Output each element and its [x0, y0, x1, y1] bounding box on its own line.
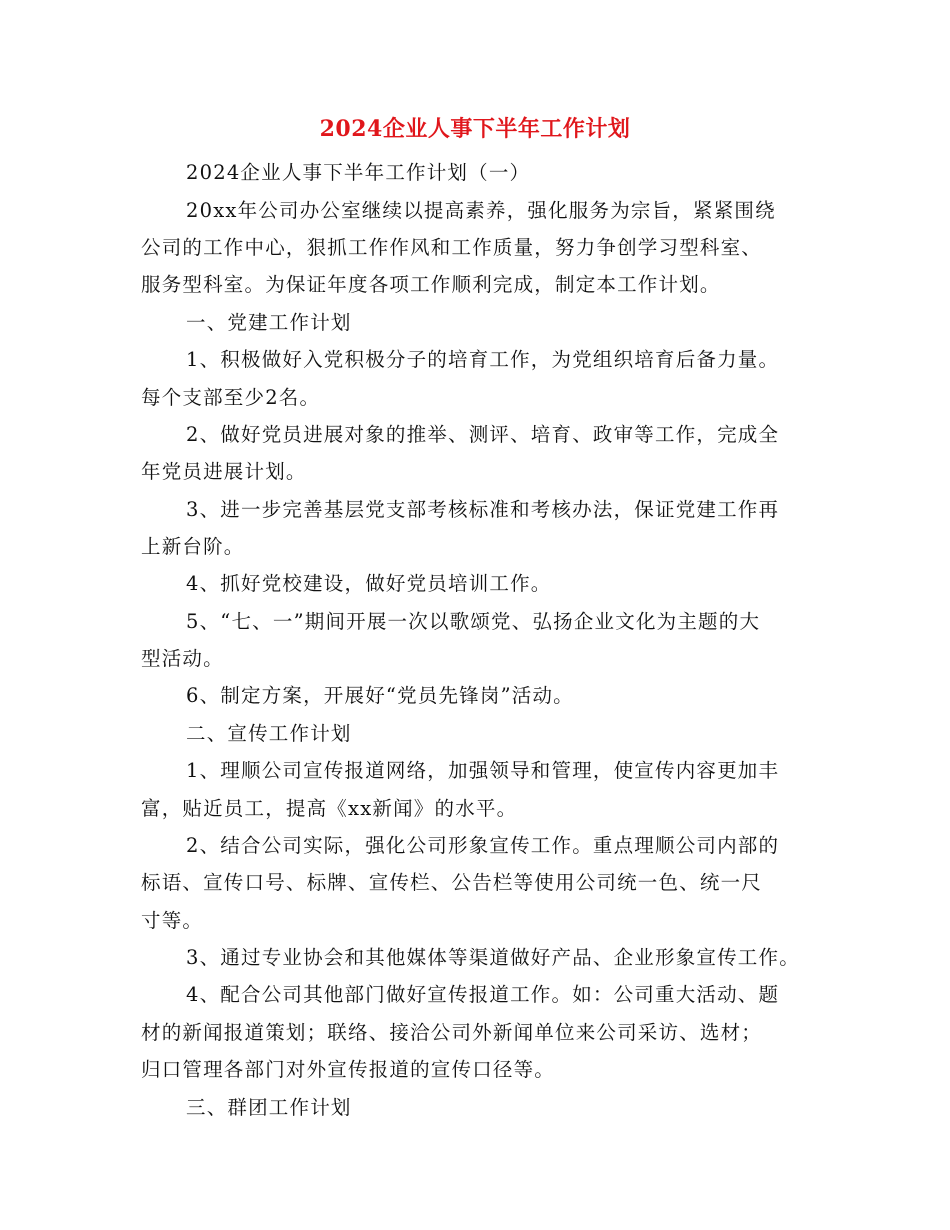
paragraph-line: 寸等。	[141, 909, 204, 932]
document-title: 2024企业人事下半年工作计划	[319, 116, 631, 142]
paragraph-line: 服务型科室。为保证年度各项工作顺利完成，制定本工作计划。	[141, 273, 721, 296]
paragraph-line: 4、抓好党校建设，做好党员培训工作。	[186, 572, 552, 595]
paragraph-line: 1、积极做好入党积极分子的培育工作，为党组织培育后备力量。	[186, 348, 780, 371]
paragraph-line: 4、配合公司其他部门做好宣传报道工作。如：公司重大活动、题	[186, 983, 780, 1006]
paragraph-line: 年党员进展计划。	[141, 460, 307, 483]
paragraph-line: 6、制定方案，开展好“党员先锋岗”活动。	[186, 684, 574, 707]
paragraph-line: 5、“七、一”期间开展一次以歌颂党、弘扬企业文化为主题的大	[186, 610, 761, 633]
section-heading: 二、宣传工作计划	[186, 722, 352, 745]
paragraph-line: 公司的工作中心，狠抓工作作风和工作质量，努力争创学习型科室、	[141, 236, 763, 259]
paragraph-line: 归口管理各部门对外宣传报道的宣传口径等。	[141, 1058, 556, 1081]
paragraph-line: 型活动。	[141, 647, 224, 670]
paragraph-line: 3、进一步完善基层党支部考核标准和考核办法，保证党建工作再	[186, 498, 780, 521]
paragraph-line: 上新台阶。	[141, 535, 245, 558]
paragraph-line: 1、理顺公司宣传报道网络，加强领导和管理，使宣传内容更加丰	[186, 759, 780, 782]
paragraph-line: 2、做好党员进展对象的推举、测评、培育、政审等工作，完成全	[186, 423, 780, 446]
paragraph-line: 标语、宣传口号、标牌、宣传栏、公告栏等使用公司统一色、统一尺	[141, 871, 763, 894]
paragraph-line: 富，贴近员工，提高《xx新闻》的水平。	[141, 797, 518, 820]
section-heading: 三、群团工作计划	[186, 1096, 352, 1119]
paragraph-line: 2、结合公司实际，强化公司形象宣传工作。重点理顺公司内部的	[186, 834, 780, 857]
paragraph-line: 20xx年公司办公室继续以提高素养，强化服务为宗旨，紧紧围绕	[186, 199, 776, 222]
paragraph-heading: 2024企业人事下半年工作计划（一）	[186, 161, 531, 184]
paragraph-line: 每个支部至少2名。	[141, 386, 321, 409]
paragraph-line: 材的新闻报道策划；联络、接洽公司外新闻单位来公司采访、选材；	[141, 1021, 763, 1044]
section-heading: 一、党建工作计划	[186, 311, 352, 334]
paragraph-line: 3、通过专业协会和其他媒体等渠道做好产品、企业形象宣传工作。	[186, 946, 800, 969]
